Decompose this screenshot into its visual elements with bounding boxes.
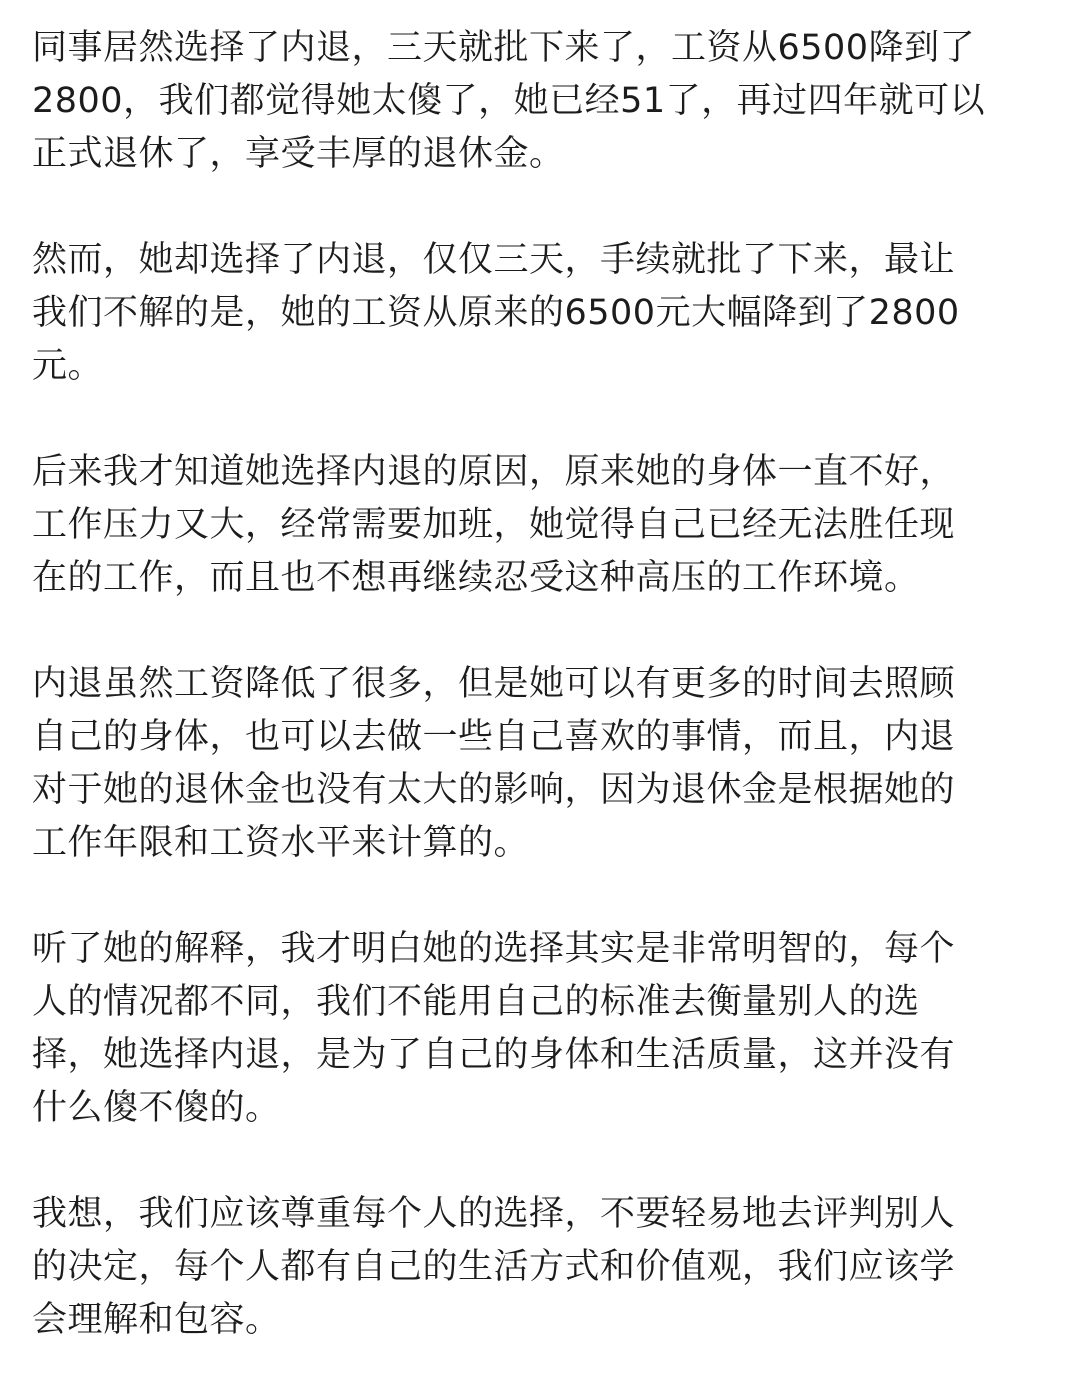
text-line: 后来我才知道她选择内退的原因，原来她的身体一直不好，: [32, 452, 956, 492]
text-line: 元。: [32, 346, 104, 386]
article-body: [32, 22, 1042, 1400]
text-line: 的决定，每个人都有自己的生活方式和价值观，我们应该学: [32, 1247, 956, 1287]
text-line: 人的情况都不同，我们不能用自己的标准去衡量别人的选: [32, 982, 920, 1022]
paragraph-3: [32, 446, 1042, 605]
paragraph-1: [32, 22, 1042, 181]
text-line: 我想，我们应该尊重每个人的选择，不要轻易地去评判别人: [32, 1194, 956, 1234]
text-line: 听了她的解释，我才明白她的选择其实是非常明智的，每个: [32, 929, 956, 969]
text-line: 我们不解的是，她的工资从原来的6500元大幅降到了2800: [32, 293, 960, 333]
text-line: 在的工作，而且也不想再继续忍受这种高压的工作环境。: [32, 558, 920, 598]
text-line: 工作年限和工资水平来计算的。: [32, 823, 530, 863]
text-line: 会理解和包容。: [32, 1300, 281, 1340]
paragraph-2: [32, 234, 1042, 393]
text-line: 择，她选择内退，是为了自己的身体和生活质量，这并没有: [32, 1035, 956, 1075]
text-line: 然而，她却选择了内退，仅仅三天，手续就批了下来，最让: [32, 240, 956, 280]
text-line: 自己的身体，也可以去做一些自己喜欢的事情，而且，内退: [32, 717, 956, 757]
paragraph-6: [32, 1188, 1042, 1347]
text-line: 2800，我们都觉得她太傻了，她已经51了，再过四年就可以: [32, 81, 986, 121]
text-line: 同事居然选择了内退，三天就批下来了，工资从6500降到了: [32, 28, 976, 68]
text-line: 对于她的退休金也没有太大的影响，因为退休金是根据她的: [32, 770, 956, 810]
paragraph-4: [32, 658, 1042, 870]
paragraph-5: [32, 923, 1042, 1135]
text-line: 工作压力又大，经常需要加班，她觉得自己已经无法胜任现: [32, 505, 956, 545]
text-line: 什么傻不傻的。: [32, 1088, 281, 1128]
text-line: 内退虽然工资降低了很多，但是她可以有更多的时间去照顾: [32, 664, 956, 704]
text-line: 正式退休了，享受丰厚的退休金。: [32, 134, 565, 174]
